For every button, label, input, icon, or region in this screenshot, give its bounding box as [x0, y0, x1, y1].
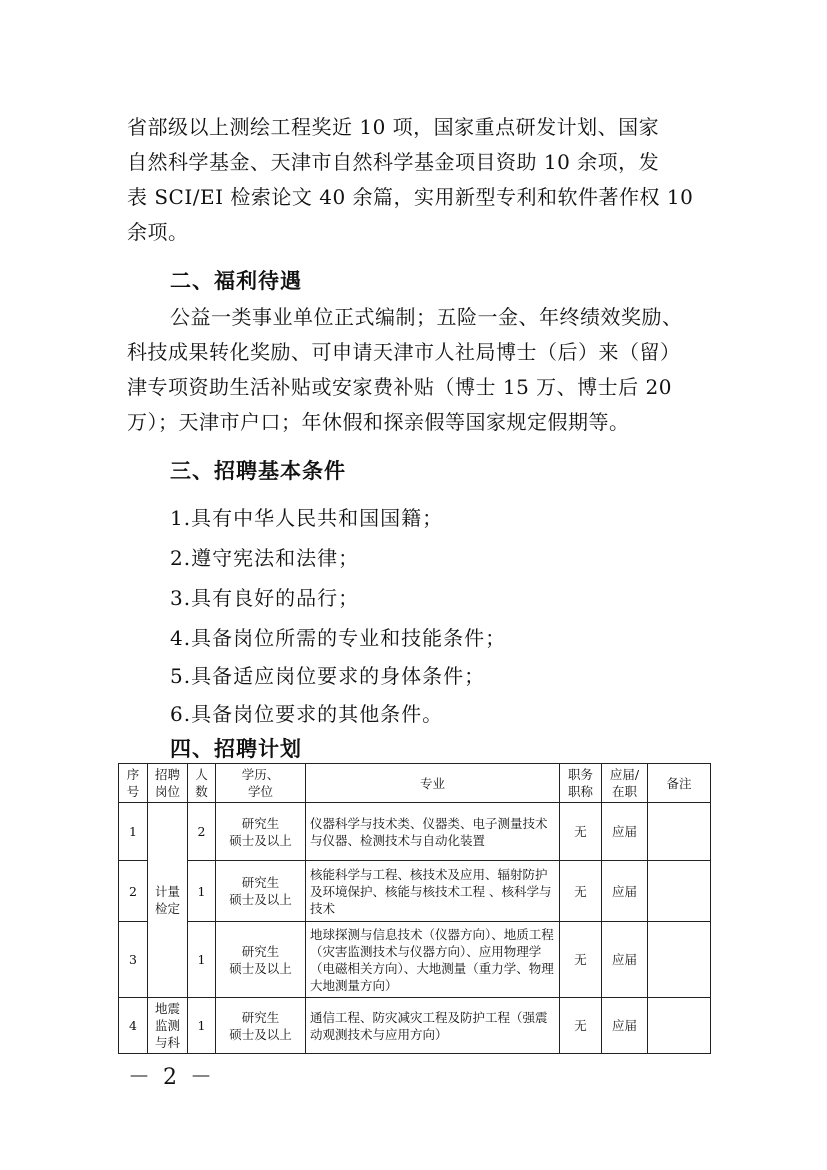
cell-seq: 2 — [119, 861, 148, 922]
table-row — [119, 803, 711, 861]
cell-major: 仪器科学与技术类、仪器类、电子测量技术与仪器、检测技术与自动化装置 — [306, 803, 560, 861]
cell-remarks — [648, 803, 711, 861]
benefits-line-3: 津专项资助生活补贴或安家费补贴（博士 15 万、博士后 20 — [127, 375, 672, 399]
condition-item-1: 1.具有中华人民共和国国籍； — [170, 506, 444, 530]
intro-paragraph — [127, 110, 707, 250]
header-count: 人 数 — [188, 764, 216, 803]
table-row — [119, 998, 711, 1054]
header-position: 招聘 岗位 — [148, 764, 188, 803]
header-seq: 序 号 — [119, 764, 148, 803]
cell-remarks — [648, 861, 711, 922]
header-major: 专业 — [306, 764, 560, 803]
cell-status: 应届 — [602, 861, 648, 922]
cell-seq: 3 — [119, 922, 148, 998]
cell-position: 地震 监测 与科 — [148, 998, 188, 1054]
header-remarks: 备注 — [648, 764, 711, 803]
cell-status: 应届 — [602, 803, 648, 861]
table-row — [119, 861, 711, 922]
intro-line-2: 自然科学基金、天津市自然科学基金项目资助 10 余项，发 — [127, 150, 660, 174]
condition-item-3: 3.具有良好的品行； — [170, 586, 360, 610]
benefits-line-2: 科技成果转化奖励、可申请天津市人社局博士（后）来（留） — [127, 340, 681, 364]
benefits-line-4: 万）；天津市户口；年休假和探亲假等国家规定假期等。 — [127, 410, 630, 434]
cell-major: 通信工程、防灾减灾工程及防护工程（强震动观测技术与应用方向） — [306, 998, 560, 1054]
cell-remarks — [648, 922, 711, 998]
benefits-line-1: 公益一类事业单位正式编制；五险一金、年终绩效奖励、 — [170, 305, 683, 329]
intro-line-4: 余项。 — [127, 220, 189, 244]
header-title: 职务 职称 — [560, 764, 602, 803]
cell-title: 无 — [560, 803, 602, 861]
cell-remarks — [648, 998, 711, 1054]
table-row — [119, 922, 711, 998]
condition-item-5: 5.具备适应岗位要求的身体条件； — [170, 664, 486, 688]
recruitment-plan-table — [118, 763, 711, 1054]
header-status: 应届/ 在职 — [602, 764, 648, 803]
table-header-row — [119, 764, 711, 803]
cell-title: 无 — [560, 998, 602, 1054]
cell-count: 2 — [188, 803, 216, 861]
intro-line-1: 省部级以上测绘工程奖近 10 项，国家重点研发计划、国家 — [127, 115, 660, 139]
cell-count: 1 — [188, 998, 216, 1054]
section-heading-benefits: 二、福利待遇 — [170, 269, 302, 293]
condition-item-6: 6.具备岗位要求的其他条件。 — [170, 702, 444, 726]
cell-major: 地球探测与信息技术（仪器方向）、地质工程（灾害监测技术与仪器方向）、应用物理学（电磁相关方向）、大地测量（重力学、物理大地测量方向） — [306, 922, 560, 998]
cell-education: 研究生 硕士及以上 — [216, 998, 306, 1054]
cell-position: 计量 检定 — [148, 803, 188, 998]
cell-title: 无 — [560, 922, 602, 998]
cell-status: 应届 — [602, 998, 648, 1054]
cell-major: 核能科学与工程、核技术及应用、辐射防护及环境保护、核能与核技术工程 、核科学与技术 — [306, 861, 560, 922]
section-heading-plan: 四、招聘计划 — [170, 737, 302, 761]
cell-seq: 4 — [119, 998, 148, 1054]
header-education: 学历、 学位 — [216, 764, 306, 803]
condition-item-4: 4.具备岗位所需的专业和技能条件； — [170, 626, 507, 650]
cell-title: 无 — [560, 861, 602, 922]
cell-count: 1 — [188, 922, 216, 998]
benefits-paragraph — [127, 300, 707, 440]
page-number: － 2 － — [128, 1065, 215, 1090]
condition-item-2: 2.遵守宪法和法律； — [170, 546, 360, 570]
section-heading-conditions: 三、招聘基本条件 — [170, 459, 346, 483]
cell-count: 1 — [188, 861, 216, 922]
intro-line-3: 表 SCI/EI 检索论文 40 余篇，实用新型专利和软件著作权 10 — [127, 185, 694, 209]
cell-education: 研究生 硕士及以上 — [216, 922, 306, 998]
cell-education: 研究生 硕士及以上 — [216, 803, 306, 861]
cell-status: 应届 — [602, 922, 648, 998]
cell-seq: 1 — [119, 803, 148, 861]
cell-education: 研究生 硕士及以上 — [216, 861, 306, 922]
